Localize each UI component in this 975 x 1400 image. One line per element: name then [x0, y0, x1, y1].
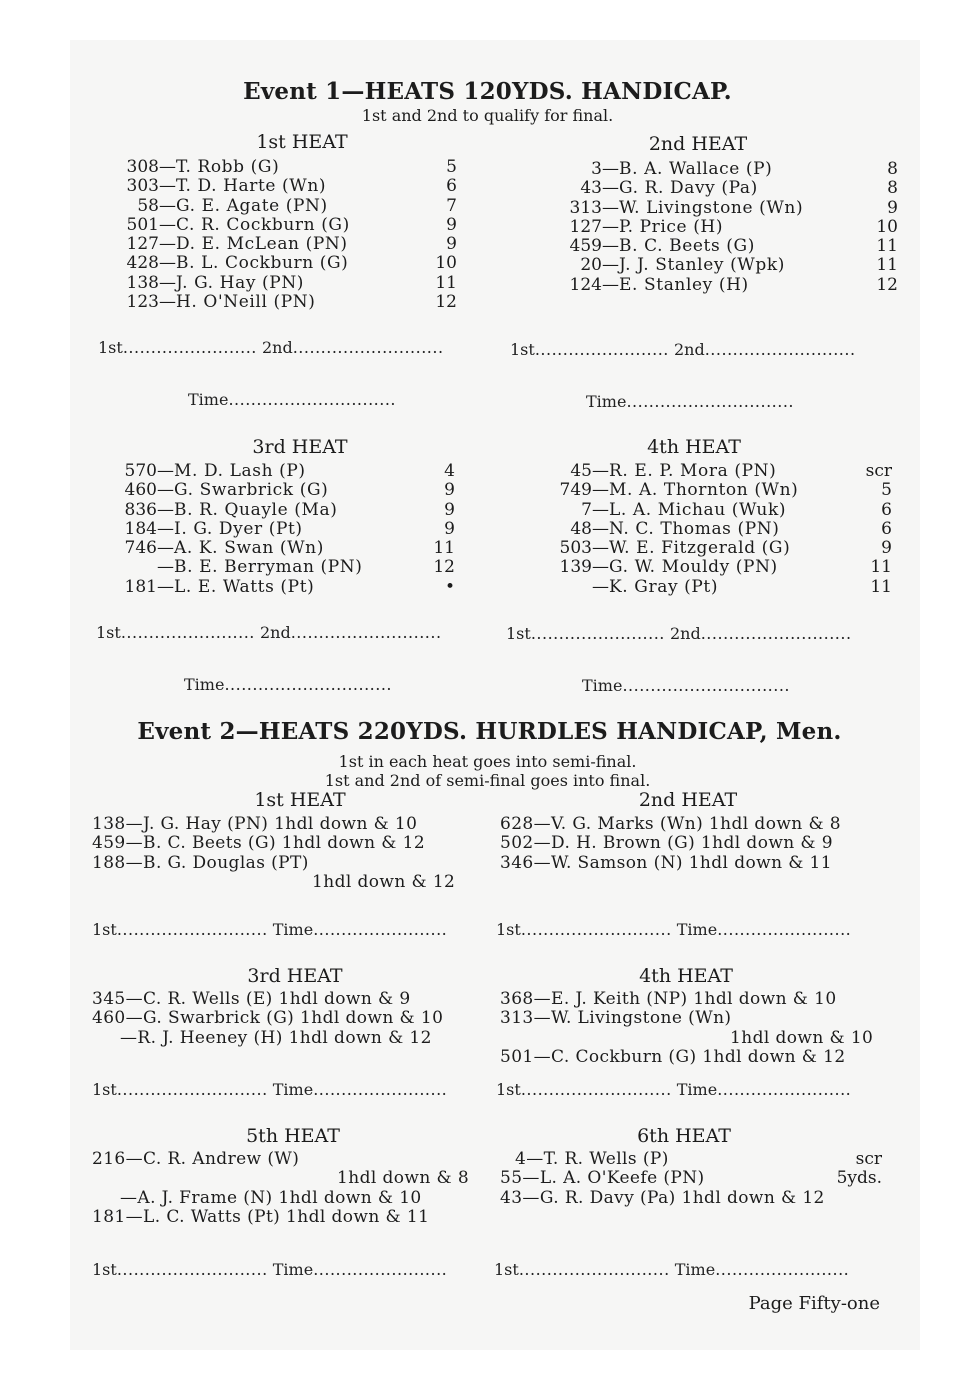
- first-label: 1st: [496, 920, 521, 939]
- entry-dash: —: [159, 253, 176, 274]
- entry-row: [97, 158, 467, 177]
- entry-row: [92, 1208, 482, 1227]
- entry-number: 3: [591, 159, 602, 179]
- entry-handicap: •: [444, 576, 455, 597]
- entry-handicap: 9: [444, 480, 455, 501]
- entry-handicap: 6: [446, 176, 457, 197]
- entry-row: [540, 199, 898, 218]
- entry-dash: —: [159, 176, 176, 197]
- entry-name: J. G. Hay (PN): [176, 272, 305, 293]
- event2-subtitle2: 1st and 2nd of semi-final goes into final.: [324, 771, 651, 790]
- entry-text: 501—C. Cockburn (G) 1hdl down & 12: [500, 1046, 846, 1067]
- time-label: Time: [188, 390, 229, 409]
- event1-heat1-time-line: Time..............................: [188, 390, 397, 409]
- entry-number: 746: [124, 538, 157, 559]
- entry-name: R. E. P. Mora (PN): [609, 461, 777, 481]
- entry-number: 460: [124, 480, 157, 501]
- entry-handicap: 5: [881, 480, 892, 501]
- second-label: 2nd: [673, 340, 705, 359]
- entry-row: [530, 501, 892, 520]
- entry-name: G. E. Agate (PN): [176, 195, 328, 216]
- event2-heat6-entries: [500, 1150, 890, 1208]
- entry-text: 1hdl down & 12: [312, 871, 456, 892]
- first-label: 1st: [92, 1080, 117, 1099]
- entry-dash: —: [159, 195, 176, 216]
- entry-handicap: 11: [876, 255, 898, 276]
- event1-heat3-time-line: Time..............................: [184, 675, 393, 694]
- first-label: 1st: [494, 1260, 519, 1279]
- entry-text: 345—C. R. Wells (E) 1hdl down & 9: [92, 989, 411, 1009]
- entry-row: [500, 815, 890, 834]
- entry-handicap: 7: [446, 195, 457, 216]
- entry-name: N. C. Thomas (PN): [609, 518, 780, 539]
- entry-dash: —: [157, 499, 174, 520]
- entry-text: 628—V. G. Marks (Wn) 1hdl down & 8: [500, 814, 841, 834]
- entry-name: I. G. Dyer (Pt): [174, 518, 303, 539]
- first-label: 1st: [98, 338, 123, 357]
- entry-handicap: 11: [435, 272, 457, 293]
- entry-number: 181: [124, 576, 157, 597]
- event2-heat2-title: 2nd HEAT: [638, 789, 738, 811]
- entry-text: 459—B. C. Beets (G) 1hdl down & 12: [92, 833, 426, 854]
- entry-row: [530, 462, 892, 481]
- time-label: Time: [586, 392, 627, 411]
- entry-text: 1hdl down & 10: [730, 1027, 874, 1048]
- entry-handicap: 11: [870, 557, 892, 578]
- entry-text: 188—B. G. Douglas (PT): [92, 852, 309, 873]
- entry-dash: —: [159, 157, 176, 177]
- first-label: 1st: [96, 623, 121, 642]
- event1-heat2-entries: [540, 160, 898, 295]
- entry-dash: —: [157, 538, 174, 559]
- event1-heat2-result-line: 1st........................ 2nd...........................: [510, 340, 856, 359]
- entry-dash: —: [157, 576, 174, 597]
- entry-dash: —: [159, 234, 176, 255]
- entry-dash: —: [157, 518, 174, 539]
- entry-number: 570: [124, 461, 157, 481]
- entry-number: 58: [137, 195, 159, 216]
- entry-dash: —: [602, 197, 619, 218]
- entry-name: B. R. Quayle (Ma): [174, 499, 338, 520]
- entry-text: 4—T. R. Wells (P): [515, 1149, 669, 1169]
- entry-text: 181—L. C. Watts (Pt) 1hdl down & 11: [92, 1206, 430, 1227]
- entry-row: [97, 197, 467, 216]
- entry-row: [97, 274, 467, 293]
- entry-row: [92, 1150, 482, 1169]
- entry-text: 368—E. J. Keith (NP) 1hdl down & 10: [500, 989, 837, 1009]
- entry-dash: —: [602, 216, 619, 237]
- entry-dash: —: [592, 518, 609, 539]
- entry-row: [540, 160, 898, 179]
- entry-name: B. E. Berryman (PN): [174, 557, 363, 578]
- entry-row: [97, 177, 467, 196]
- entry-row: [95, 520, 465, 539]
- event1-heat2-title: 2nd HEAT: [648, 133, 748, 155]
- entry-row: [500, 1189, 890, 1208]
- entry-row: [92, 990, 482, 1009]
- entry-row: [97, 216, 467, 235]
- entry-row: [92, 1189, 482, 1208]
- page-number: Page Fifty-one: [748, 1293, 880, 1314]
- entry-number: 45: [570, 461, 592, 481]
- first-label: 1st: [92, 920, 117, 939]
- event1-heat4-entries: [530, 462, 892, 597]
- event2-heat1-entries: [92, 815, 482, 892]
- time-label: Time: [272, 1080, 314, 1099]
- entry-row: [500, 854, 890, 873]
- entry-name: G. R. Davy (Pa): [619, 178, 758, 199]
- entry-number: 138: [126, 272, 159, 293]
- entry-handicap: 5yds.: [836, 1168, 882, 1189]
- event1-subtitle: 1st and 2nd to qualify for final.: [361, 106, 614, 125]
- event1-heat4-result-line: 1st........................ 2nd...........................: [506, 624, 852, 643]
- entry-name: A. K. Swan (Wn): [174, 538, 324, 559]
- entry-number: 139: [559, 557, 592, 578]
- first-label: 1st: [496, 1080, 521, 1099]
- time-label: Time: [272, 1260, 314, 1279]
- event2-heat5-result-line: 1st........................... Time........................: [92, 1260, 448, 1279]
- entry-handicap: 11: [870, 576, 892, 597]
- entry-text: 216—C. R. Andrew (W): [92, 1149, 300, 1169]
- entry-number: 43: [580, 178, 602, 199]
- entry-handicap: 12: [876, 274, 898, 295]
- event2-heat5-entries: [92, 1150, 482, 1227]
- entry-row: [95, 481, 465, 500]
- entry-dash: —: [157, 480, 174, 501]
- entry-number: 459: [569, 236, 602, 257]
- entry-name: B. L. Cockburn (G): [176, 253, 349, 274]
- event2-heat4-title: 4th HEAT: [639, 965, 733, 987]
- event1-heat3-result-line: 1st........................ 2nd...........................: [96, 623, 442, 642]
- entry-row: [92, 1029, 482, 1048]
- entry-dash: —: [602, 159, 619, 179]
- entry-row: [500, 1169, 890, 1188]
- second-label: 2nd: [261, 338, 293, 357]
- entry-dash: —: [159, 292, 176, 313]
- entry-number: 124: [569, 274, 602, 295]
- entry-row: [500, 834, 890, 853]
- time-label: Time: [272, 920, 314, 939]
- entry-dash: —: [159, 272, 176, 293]
- event1-heat1-result-line: 1st........................ 2nd...........................: [98, 338, 444, 357]
- entry-number: 127: [126, 234, 159, 255]
- entry-name: B. A. Wallace (P): [619, 159, 773, 179]
- entry-name: H. O'Neill (PN): [176, 292, 316, 313]
- entry-handicap: 10: [876, 216, 898, 237]
- entry-row: [97, 254, 467, 273]
- entry-handicap: 12: [435, 292, 457, 313]
- entry-number: 749: [559, 480, 592, 501]
- time-label: Time: [674, 1260, 716, 1279]
- entry-row: [500, 1029, 890, 1048]
- entry-row: [540, 218, 898, 237]
- event1-heat1-entries: [97, 158, 467, 312]
- entry-row: [95, 539, 465, 558]
- event1-heat3-title: 3rd HEAT: [252, 436, 348, 458]
- entry-handicap: 8: [887, 178, 898, 199]
- event1-heat4-time-line: Time..............................: [582, 676, 791, 695]
- entry-name: B. C. Beets (G): [619, 236, 755, 257]
- event1-title: Event 1—HEATS 120YDS. HANDICAP.: [243, 78, 732, 105]
- entry-handicap: 4: [444, 461, 455, 481]
- entry-name: C. R. Cockburn (G): [176, 214, 350, 235]
- entry-row: [92, 854, 482, 873]
- entry-text: 313—W. Livingstone (Wn): [500, 1008, 732, 1029]
- first-label: 1st: [92, 1260, 117, 1279]
- entry-text: 55—L. A. O'Keefe (PN): [500, 1168, 705, 1189]
- first-label: 1st: [506, 624, 531, 643]
- event2-title: Event 2—HEATS 220YDS. HURDLES HANDICAP, Men.: [137, 718, 842, 745]
- entry-row: [530, 578, 892, 597]
- entry-dash: —: [602, 178, 619, 199]
- second-label: 2nd: [669, 624, 701, 643]
- entry-row: [530, 539, 892, 558]
- entry-number: 501: [126, 214, 159, 235]
- entry-row: [95, 501, 465, 520]
- entry-dash: —: [592, 499, 609, 520]
- time-label: Time: [184, 675, 225, 694]
- entry-row: [500, 1009, 890, 1028]
- entry-name: T. D. Harte (Wn): [176, 176, 327, 197]
- entry-number: 836: [124, 499, 157, 520]
- entry-handicap: scr: [855, 1149, 882, 1169]
- entry-handicap: 6: [881, 518, 892, 539]
- entry-text: —R. J. Heeney (H) 1hdl down & 12: [120, 1027, 432, 1048]
- event1-heat1-title: 1st HEAT: [256, 131, 348, 153]
- entry-text: 138—J. G. Hay (PN) 1hdl down & 10: [92, 814, 418, 834]
- entry-handicap: 9: [446, 234, 457, 255]
- entry-number: 303: [126, 176, 159, 197]
- event1-heat4-title: 4th HEAT: [647, 436, 741, 458]
- entry-text: —A. J. Frame (N) 1hdl down & 10: [120, 1187, 422, 1208]
- entry-name: W. E. Fitzgerald (G): [609, 538, 791, 559]
- entry-handicap: scr: [865, 461, 892, 481]
- event2-heat4-entries: [500, 990, 890, 1067]
- event2-heat3-entries: [92, 990, 482, 1048]
- event2-heat5-title: 5th HEAT: [246, 1125, 340, 1147]
- entry-name: K. Gray (Pt): [609, 576, 719, 597]
- entry-text: 502—D. H. Brown (G) 1hdl down & 9: [500, 833, 833, 854]
- entry-name: J. J. Stanley (Wpk): [619, 255, 785, 276]
- entry-handicap: 9: [444, 518, 455, 539]
- entry-text: 43—G. R. Davy (Pa) 1hdl down & 12: [500, 1187, 825, 1208]
- entry-row: [540, 179, 898, 198]
- entry-row: [500, 1048, 890, 1067]
- entry-name: E. Stanley (H): [619, 274, 749, 295]
- entry-handicap: 12: [433, 557, 455, 578]
- entry-number: 313: [569, 197, 602, 218]
- event1-heat3-entries: [95, 462, 465, 597]
- entry-dash: —: [157, 461, 174, 481]
- entry-dash: —: [602, 274, 619, 295]
- entry-number: 428: [126, 253, 159, 274]
- entry-row: [530, 520, 892, 539]
- event2-heat1-title: 1st HEAT: [254, 789, 346, 811]
- entry-row: [95, 558, 465, 577]
- time-label: Time: [582, 676, 623, 695]
- entry-number: 123: [126, 292, 159, 313]
- entry-dash: —: [592, 576, 609, 597]
- entry-handicap: 11: [876, 236, 898, 257]
- entry-row: [97, 235, 467, 254]
- entry-name: D. E. McLean (PN): [176, 234, 348, 255]
- entry-name: P. Price (H): [619, 216, 724, 237]
- entry-handicap: 9: [887, 197, 898, 218]
- event2-heat4-result-line: 1st........................... Time........................: [496, 1080, 852, 1099]
- entry-row: [540, 237, 898, 256]
- entry-row: [92, 834, 482, 853]
- entry-row: [92, 1009, 482, 1028]
- event2-heat3-result-line: 1st........................... Time........................: [92, 1080, 448, 1099]
- entry-name: W. Livingstone (Wn): [619, 197, 804, 218]
- entry-dash: —: [592, 557, 609, 578]
- entry-dash: —: [592, 461, 609, 481]
- event2-subtitle1: 1st in each heat goes into semi-final.: [338, 752, 637, 771]
- entry-name: L. A. Michau (Wuk): [609, 499, 787, 520]
- event1-heat2-time-line: Time..............................: [586, 392, 795, 411]
- entry-number: 127: [569, 216, 602, 237]
- entry-row: [95, 462, 465, 481]
- entry-handicap: 10: [435, 253, 457, 274]
- event2-heat6-result-line: 1st........................... Time........................: [494, 1260, 850, 1279]
- entry-row: [500, 1150, 890, 1169]
- entry-name: M. A. Thornton (Wn): [609, 480, 799, 501]
- entry-text: 346—W. Samson (N) 1hdl down & 11: [500, 852, 832, 873]
- entry-name: G. W. Mouldy (PN): [609, 557, 778, 578]
- entry-handicap: 11: [433, 538, 455, 559]
- event2-heat1-result-line: 1st........................... Time........................: [92, 920, 448, 939]
- entry-dash: —: [159, 214, 176, 235]
- entry-number: 503: [559, 538, 592, 559]
- entry-handicap: 9: [444, 499, 455, 520]
- entry-row: [92, 815, 482, 834]
- entry-handicap: 8: [887, 159, 898, 179]
- entry-handicap: 6: [881, 499, 892, 520]
- entry-text: 1hdl down & 8: [337, 1168, 470, 1189]
- entry-dash: —: [592, 538, 609, 559]
- event2-heat2-entries: [500, 815, 890, 873]
- entry-number: 308: [126, 157, 159, 177]
- entry-dash: —: [592, 480, 609, 501]
- entry-row: [92, 873, 482, 892]
- entry-dash: —: [602, 255, 619, 276]
- entry-row: [530, 558, 892, 577]
- event2-heat2-result-line: 1st........................... Time........................: [496, 920, 852, 939]
- entry-row: [540, 276, 898, 295]
- time-label: Time: [676, 1080, 718, 1099]
- entry-name: L. E. Watts (Pt): [174, 576, 315, 597]
- entry-number: 48: [570, 518, 592, 539]
- entry-row: [95, 578, 465, 597]
- entry-number: 20: [580, 255, 602, 276]
- event2-heat6-title: 6th HEAT: [637, 1125, 731, 1147]
- event2-heat3-title: 3rd HEAT: [247, 965, 343, 987]
- entry-handicap: 5: [446, 157, 457, 177]
- entry-text: 460—G. Swarbrick (G) 1hdl down & 10: [92, 1008, 444, 1029]
- entry-name: M. D. Lash (P): [174, 461, 306, 481]
- entry-handicap: 9: [881, 538, 892, 559]
- entry-row: [530, 481, 892, 500]
- entry-name: T. Robb (G): [176, 157, 280, 177]
- entry-row: [92, 1169, 482, 1188]
- entry-row: [97, 293, 467, 312]
- entry-name: G. Swarbrick (G): [174, 480, 329, 501]
- entry-row: [540, 256, 898, 275]
- second-label: 2nd: [259, 623, 291, 642]
- entry-handicap: 9: [446, 214, 457, 235]
- entry-row: [500, 990, 890, 1009]
- first-label: 1st: [510, 340, 535, 359]
- entry-dash: —: [602, 236, 619, 257]
- time-label: Time: [676, 920, 718, 939]
- entry-dash: —: [157, 557, 174, 578]
- entry-number: 7: [581, 499, 592, 520]
- entry-number: 184: [124, 518, 157, 539]
